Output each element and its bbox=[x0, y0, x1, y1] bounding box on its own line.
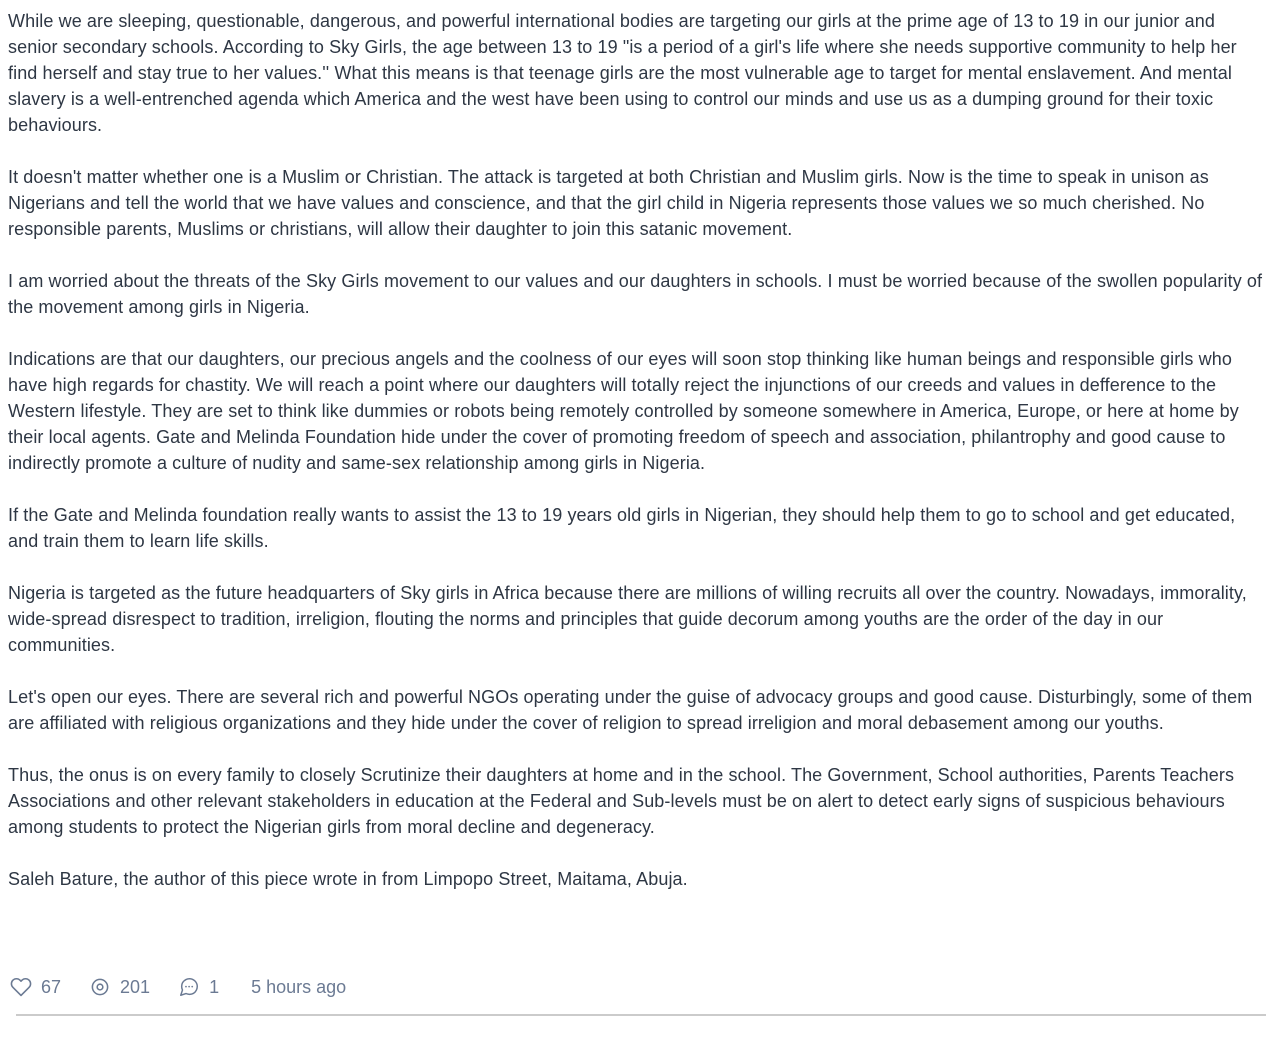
post-paragraph: While we are sleeping, questionable, dangerous, and powerful international bodies are targeting our girls at the prime age of 13 to 19 in our junior and senior secondary schools. According to Sky Girls, the age between 13 to 19 "is a period of a girl's life where she needs supportive community to help her find herself and stay true to her values.'' What this means is that teenage girls are the most vulnerable age to target for mental enslavement. And mental slavery is a well-entrenched agenda which America and the west have been using to control our minds and use us as a dumping ground for their toxic behaviours. bbox=[8, 11, 1237, 135]
post-paragraph: Let's open our eyes. There are several rich and powerful NGOs operating under the guise of advocacy groups and good cause. Disturbingly, some of them are affiliated with religious organizations and they hide under the cover of religion to spread irreligion and moral debasement among our youths. bbox=[8, 687, 1253, 733]
views-count: 201 bbox=[120, 977, 151, 997]
post-paragraph: If the Gate and Melinda foundation really wants to assist the 13 to 19 years old girls in Nigerian, they should help them to go to school and get educated, and train them to learn life skills. bbox=[8, 505, 1236, 551]
likes-stat[interactable] bbox=[10, 976, 61, 998]
post-meta-row bbox=[8, 976, 1266, 998]
post-paragraph: Thus, the onus is on every family to closely Scrutinize their daughters at home and in the school. The Government, School authorities, Parents Teachers Associations and other relevant stakeholders in education at the Federal and Sub-levels must be on alert to detect early signs of suspicious behaviours among students to protect the Nigerian girls from moral decline and degeneracy. bbox=[8, 765, 1235, 837]
post-paragraph: I am worried about the threats of the Sky Girls movement to our values and our daughters in schools. I must be worried because of the swollen popularity of the movement among girls in Nigeria. bbox=[8, 271, 1263, 317]
post-paragraph: Indications are that our daughters, our precious angels and the coolness of our eyes will soon stop thinking like human beings and responsible girls who have high regards for chastity. We will reach a point where our daughters will totally reject the injunctions of our creeds and values in defference to the Western lifestyle. They are set to think like dummies or robots being remotely controlled by someone somewhere in America, Europe, or here at home by their local agents. Gate and Melinda Foundation hide under the cover of promoting freedom of speech and association, philantrophy and good cause to indirectly promote a culture of nudity and same-sex relationship among girls in Nigeria. bbox=[8, 349, 1239, 473]
comments-count: 1 bbox=[209, 977, 220, 997]
comments-stat[interactable] bbox=[178, 976, 219, 998]
views-stat bbox=[89, 976, 150, 998]
post-divider bbox=[16, 1014, 1266, 1016]
post-timestamp: 5 hours ago bbox=[251, 977, 347, 997]
eye-icon bbox=[89, 976, 120, 998]
heart-icon bbox=[10, 976, 41, 998]
post-paragraph: Saleh Bature, the author of this piece wrote in from Limpopo Street, Maitama, Abuja. bbox=[8, 869, 688, 889]
likes-count: 67 bbox=[41, 977, 62, 997]
comment-bubble-icon bbox=[178, 976, 209, 998]
post-paragraph: It doesn't matter whether one is a Muslim or Christian. The attack is targeted at both Christian and Muslim girls. Now is the time to speak in unison as Nigerians and tell the world that we have values and conscience, and that the girl child in Nigeria represents those values we so much cherished. No responsible parents, Muslims or christians, will allow their daughter to join this satanic movement. bbox=[8, 167, 1209, 239]
post-paragraph: Nigeria is targeted as the future headquarters of Sky girls in Africa because there are millions of willing recruits all over the country. Nowadays, immorality, wide-spread disrespect to tradition, irreligion, flouting the norms and principles that guide decorum among youths are the order of the day in our communities. bbox=[8, 583, 1247, 655]
